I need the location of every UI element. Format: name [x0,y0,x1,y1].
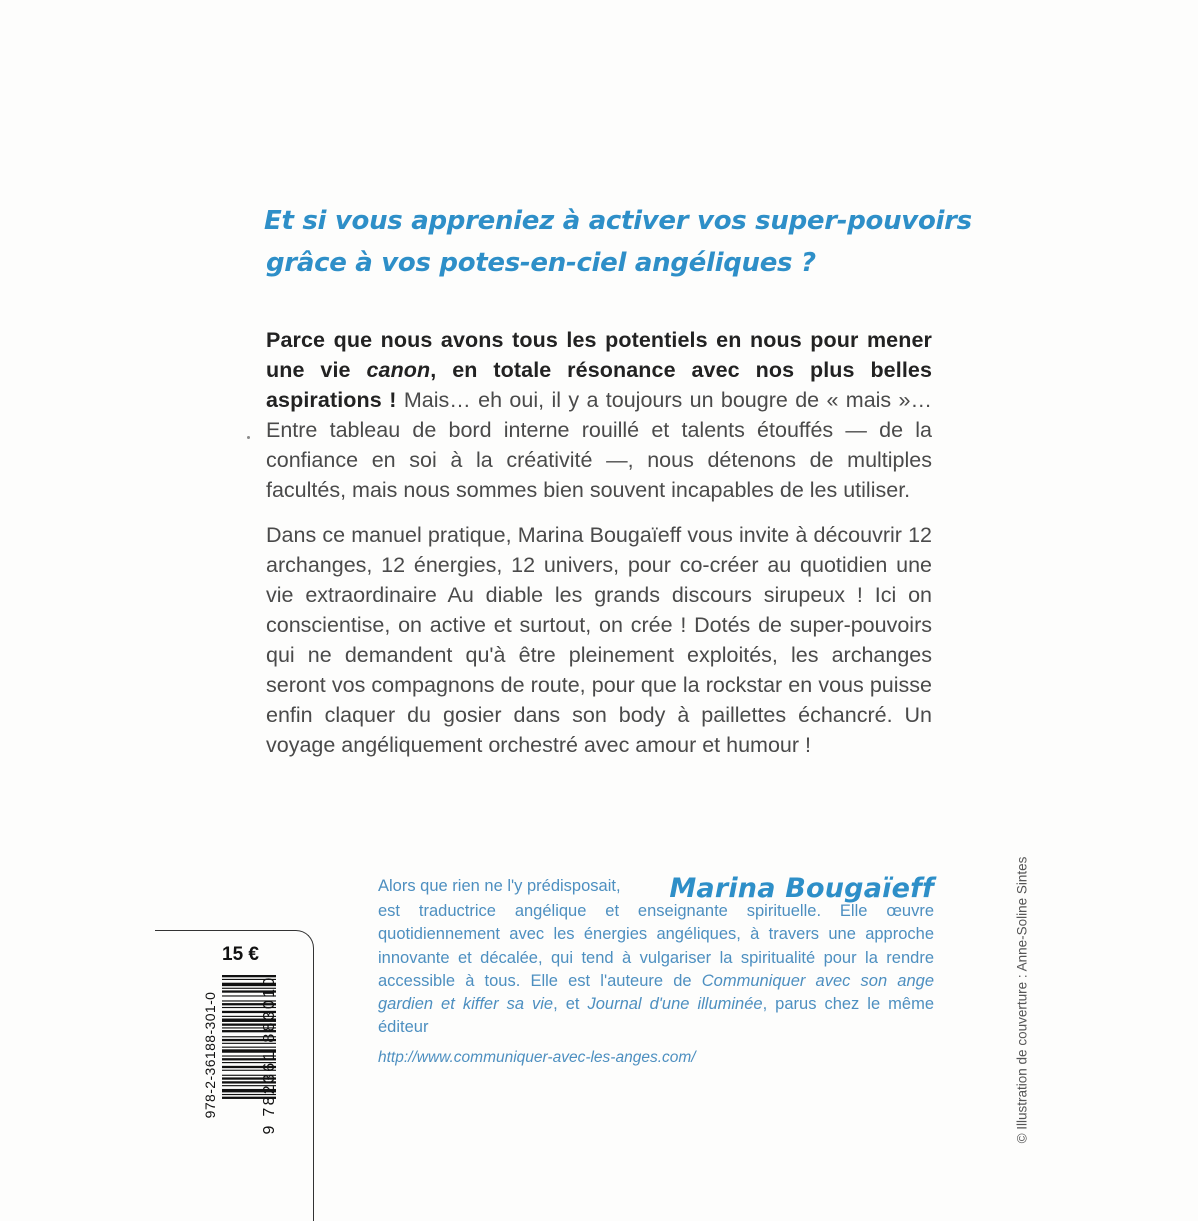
tagline-line-2: grâce à vos potes-en-ciel angéliques ? [266,248,816,278]
author-bio [378,862,934,1069]
author-name: Marina Bougaïeff [669,872,934,904]
bio-intro: Alors que rien ne l'y prédisposait, [378,876,621,895]
book-title-2: Journal d'une illuminée [587,995,763,1014]
book-title-1: Communiquer avec son ange gardien et kiffer sa vie [378,971,934,1014]
author-website-link[interactable]: http://www.communiquer-avec-les-anges.com/ [378,1048,696,1066]
blurb-paragraph-2: Dans ce manuel pratique, Marina Bougaïeff vous invite à découvrir 12 archanges, 12 énergies, 12 univers, pour co-créer au quotidien une vie extraordinaire Au diable les grands discours sirupeux ! Ici on conscientise, on active et surtout, on crée ! Dotés de super-pouvoirs qui ne demandent qu'à être pleinement exploités, les archanges seront vos compagnons de route, pour que la rockstar en vous puisse enfin claquer du gosier dans son body à paillettes échancré. Un voyage angéliquement orchestré avec amour et humour ! [266,523,932,757]
tagline-line-1: Et si vous appreniez à activer vos super-pouvoirs [264,206,972,236]
blurb-paragraph-1: Parce que nous avons tous les potentiels en nous pour mener une vie canon, en totale résonance avec nos plus belles aspirations ! Mais… eh oui, il y a toujours un bougre de « mais »… Entre tableau de bord interne rouillé et talents étouffés — de la confiance en soi à la créativité —, nous détenons de multiples facultés, mais nous sommes bien souvent incapables de les utiliser. [266,328,933,502]
bio-text: est traductrice angélique et enseignante spirituelle. Elle œuvre quotidiennement avec les énergies angéliques, à travers une approche innovante et décalée, qui tend à vulgariser la spiritualité pour la rendre accessible à tous. Elle est l'auteure de Communiquer avec son ange gardien et kiffer sa vie, et Journal d'une illuminée, parus chez le même éditeur [378,902,934,1037]
stray-dot [247,436,250,439]
book-back-cover: Et si vous appreniez à activer vos super-pouvoirs grâce à vos potes-en-ciel angéliques ? Parce que nous avons tous les potentiels en nous pour mener une vie canon, en totale résonance avec nos plus belles aspirations ! Mais… eh oui, il y a toujours un bougre de « mais »… Entre tableau de bord interne rouillé et talents étouffés — de la confiance en soi à la créativité —, nous détenons de multiples facultés, mais nous sommes bien souvent incapables de les utiliser. Dans ce manuel pratique, Marina Bougaïeff vous invite à découvrir 12 archanges, 12 énergies, 12 univers, pour co-créer au quotidien une vie extraordinaire Au diable les grands discours sirupeux ! Ici on conscientise, on active et surtout, on crée ! Dotés de super-pouvoirs qui ne demandent qu'à être pleinement exploités, les archanges seront vos compagnons de route, pour que la rockstar en vous puisse enfin claquer du gosier dans son body à paillettes échancré. Un voyage angéliquement orchestré avec amour et humour ! Alors que rien ne l'y prédisposait, Marina Bougaïeff est traductrice angélique et enseignante spirituelle. Elle œuvre quotidiennement avec les énergies angéliques, à travers une approche innovante et décalée, qui tend à vulgariser la spiritualité pour la rendre accessible à tous. Elle est l'auteure de Communiquer avec son ange gardien et kiffer sa vie, et Journal d'une illuminée, parus chez le même éditeur http://www.communiquer-avec-les-anges.com/ 15 € 978-2-36188-301-0 9 782361 883010 © Illustration de couverture : Anne-Soline Sintes [0,0,1198,1198]
blurb-lead: Parce que nous avons tous les potentiels en nous pour mener une vie canon, en totale résonance avec nos plus belles aspirations ! [266,328,933,412]
price-label: 15 € [222,944,259,965]
tagline [264,200,972,284]
blurb [266,325,932,760]
